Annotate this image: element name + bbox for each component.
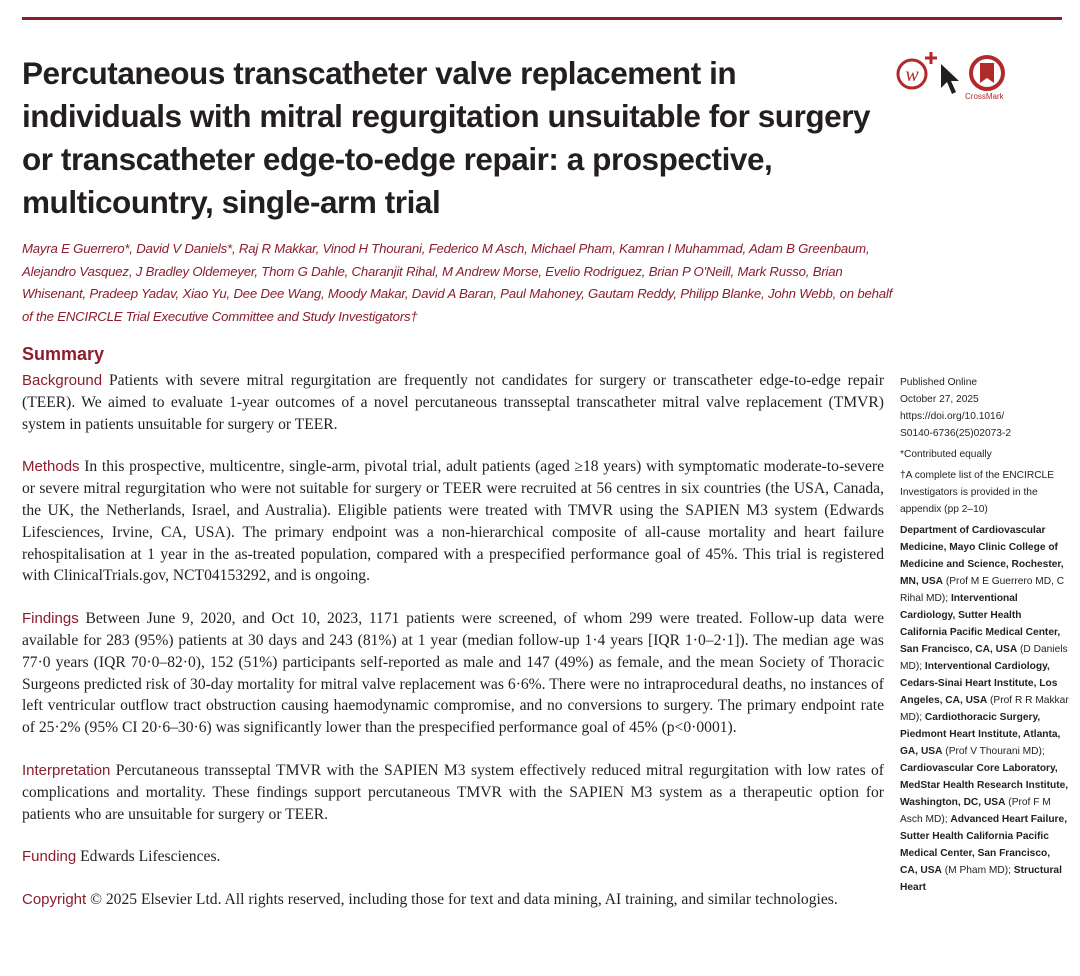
background-paragraph [22, 370, 884, 435]
editorial-comment-icon[interactable] [898, 52, 937, 88]
doi-link-line-2[interactable]: S0140-6736(25)02073-2 [900, 428, 1012, 439]
published-date: October 27, 2025 [900, 394, 979, 405]
copyright-text: © 2025 Elsevier Ltd. All rights reserved, including those for text and data mining, AI training, and similar technologies. [90, 891, 838, 909]
background-label: Background [22, 372, 103, 389]
affiliation-6-people: (M Pham MD); [944, 865, 1011, 876]
abstract [22, 370, 884, 911]
findings-label: Findings [22, 610, 79, 628]
affiliation-7: Structural Heart [900, 865, 1062, 893]
svg-text:w: w [905, 64, 919, 86]
background-text: Patients with severe mitral regurgitation are frequently not candidates for surgery or transcatheter edge-to-edge repair (TEER). We aimed to evaluate 1-year outcomes of a novel percutaneous transseptal transcatheter mitral valve replacement (TMVR) system in patients unsuitable for surgery or TEER. [22, 372, 885, 433]
affiliation-6: Advanced Heart Failure, Sutter Health California Pacific Medical Center, San Francisco, CA, USA [900, 814, 1068, 876]
methods-label: Methods [22, 458, 80, 476]
contributed-note: *Contributed equally [900, 449, 992, 460]
affiliation-5: Cardiovascular Core Laboratory, MedStar Health Research Institute, Washington, DC, USA [900, 763, 1069, 808]
funding-text: Edwards Lifesciences. [80, 848, 221, 866]
top-rule [22, 17, 1062, 20]
affiliation-2: Interventional Cardiology, Sutter Health California Pacific Medical Center, San Francisco, CA, USA [900, 593, 1061, 655]
affiliations [900, 522, 1070, 896]
methods-text: In this prospective, multicentre, single-arm, pivotal trial, adult patients (aged ≥18 years) with symptomatic moderate-to-severe or severe mitral regurgitation who were not suitable for surgery or TEER were recruited at 56 centres in six countries (the USA, Canada, the UK, the Netherlands, Israel, and Australia). Eligible patients were treated with TMVR using the SAPIEN M3 system (Edwards Lifesciences, Irvine, CA, USA). The primary endpoint was a non-hierarchical composite of all-cause mortality and heart failure rehospitalisation at 1 year in the as-treated population, compared with a prespecified performance goal of 45%. This trial is registered with ClinicalTrials.gov, NCT04153292, and is ongoing. [22, 458, 884, 585]
interpretation-text: Percutaneous transseptal TMVR with the SAPIEN M3 system effectively reduced mitral regurgitation with low rates of complications and mortality. These findings support percutaneous TMVR with the SAPIEN M3 system as a therapeutic option for patients who are unsuitable for surgery or TEER. [22, 761, 884, 823]
published-label: Published Online [900, 377, 978, 388]
affiliation-2-people: (D Daniels MD); [900, 644, 1068, 672]
crossmark-icon[interactable] [971, 57, 1003, 89]
funding-paragraph [22, 846, 884, 868]
copyright-label: Copyright [22, 891, 87, 909]
interpretation-label: Interpretation [22, 761, 111, 779]
investigators-note: †A complete list of the ENCIRCLE Investigators is provided in the appendix (pp 2–10) [900, 470, 1055, 515]
funding-label: Funding [22, 848, 77, 866]
author-list: Mayra E Guerrero*, David V Daniels*, Raj R Makkar, Vinod H Thourani, Federico M Asch, Michael Pham, Kamran I Muhammad, Adam B Greenbaum, Alejandro Vasquez, J Bradley Oldemeyer, Thom G Dahle, Charanjit Rihal, M Andrew Morse, Evelio Rodriguez, Brian P O'Neill, Mark Russo, Brian Whisenant, Pradeep Yadav, Xiao Yu, Dee Dee Wang, Moody Makar, David A Baran, Paul Mahoney, Gautam Reddy, Philipp Blanke, John Webb, on behalf of the ENCIRCLE Trial Executive Committee and Study Investigators† [22, 241, 893, 324]
summary-heading: Summary [22, 344, 105, 364]
findings-text: Between June 9, 2020, and Oct 10, 2023, 1171 patients were screened, of whom 299 were treated. Follow-up data were available for 283 (95%) patients at 30 days and 243 (81%) at 1 year (median follow-up 1·4 years [IQR 1·0–2·1]). The median age was 77·0 years (IQR 70·0–82·0), 152 (51%) participants self-reported as male and 147 (49%) as female, and the mean Society of Thoracic Surgeons predicted risk of 30-day mortality for mitral valve replacement was 6·6%. There were no intraprocedural deaths, no instances of left ventricular outflow tract obstruction causing haemodynamic compromise, and no conversions to surgery. The primary endpoint rate of 25·2% (95% CI 20·6–30·6) was significantly lower than the prespecified performance goal of 45% (p<0·0001). [22, 610, 884, 737]
findings-paragraph [22, 608, 884, 739]
interpretation-paragraph [22, 760, 884, 825]
cursor-icon [941, 64, 959, 94]
affiliation-3-people: (Prof R R Makkar MD); [900, 695, 1069, 723]
copyright-paragraph [22, 889, 884, 911]
affiliation-1: Department of Cardiovascular Medicine, Mayo Clinic College of Medicine and Science, Rochester, MN, USA [900, 525, 1064, 587]
sidebar [900, 374, 1070, 896]
doi-link-line-1[interactable]: https://doi.org/10.1016/ [900, 411, 1005, 422]
methods-paragraph [22, 456, 884, 587]
affiliation-5-people: (Prof F M Asch MD); [900, 797, 1051, 825]
affiliation-4: Cardiothoracic Surgery, Piedmont Heart Institute, Atlanta, GA, USA [900, 712, 1061, 757]
affiliation-1-people: (Prof M E Guerrero MD, C Rihal MD); [900, 576, 1065, 604]
article-title: Percutaneous transcatheter valve replacement in individuals with mitral regurgitation unsuitable for surgery or transcatheter edge-to-edge repair: a prospective, multicountry, single-arm trial [22, 55, 871, 220]
crossmark-label: CrossMark [965, 92, 1004, 101]
affiliation-4-people: (Prof V Thourani MD); [945, 746, 1045, 757]
affiliation-3: Interventional Cardiology, Cedars-Sinai Heart Institute, Los Angeles, CA, USA [900, 661, 1058, 706]
